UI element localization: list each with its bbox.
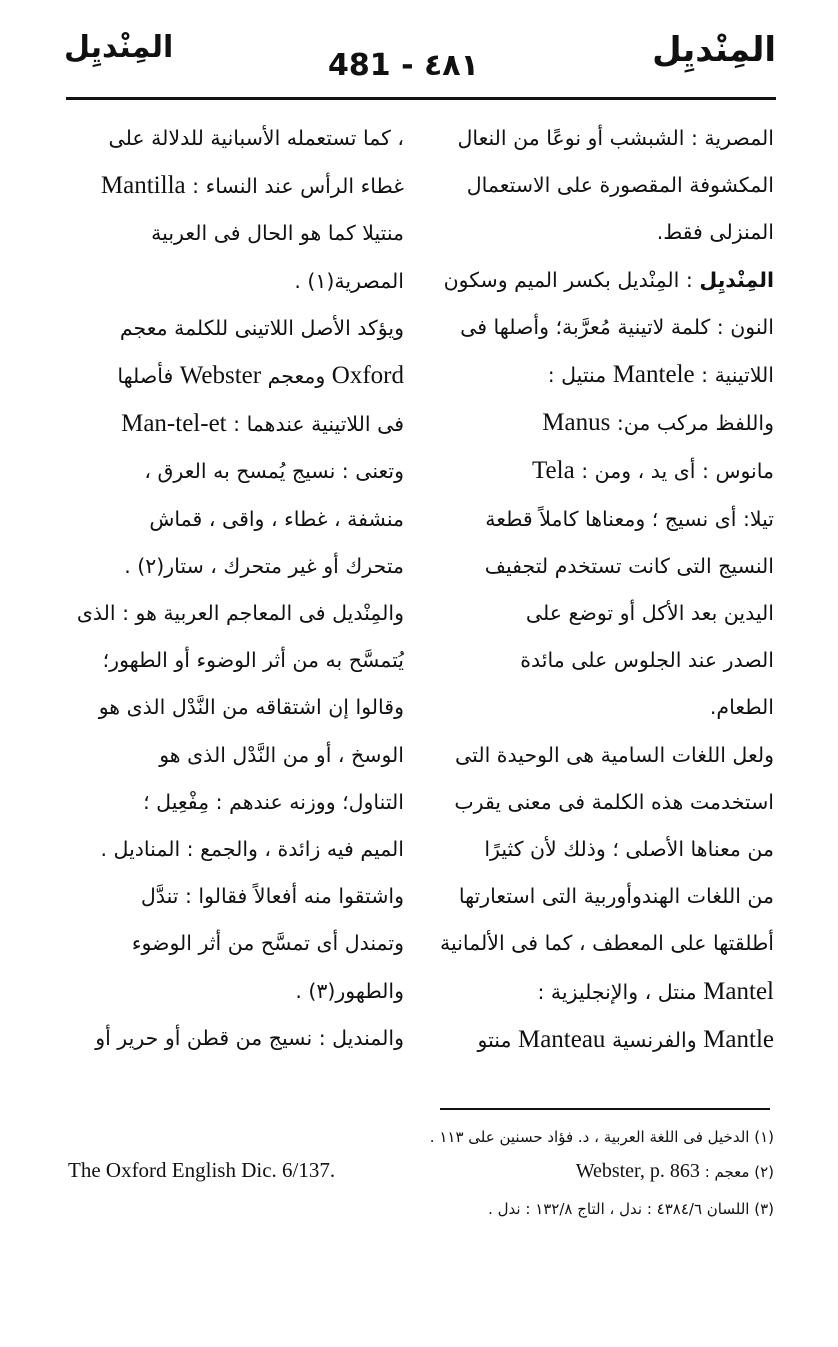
text-line: النسيج التى كانت تستخدم لتجفيف bbox=[484, 553, 774, 578]
text-line: Mantel منتل ، والإنجليزية : bbox=[537, 977, 774, 1005]
text-line: واشتقوا منه أفعالاً فقالوا : تندَّل bbox=[140, 884, 404, 909]
text-line: يُتمسَّح به من أثر الوضوء أو الطهور؛ bbox=[102, 648, 404, 673]
text-line: اليدين بعد الأكل أو توضع على bbox=[525, 601, 774, 626]
text-line: والمنديل : نسيج من قطن أو حرير أو bbox=[95, 1025, 404, 1050]
footnote-rule bbox=[440, 1108, 770, 1110]
text-line: متحرك أو غير متحرك ، ستار(٢) . bbox=[124, 553, 404, 578]
running-headword-right: المِنْديِل bbox=[652, 30, 776, 70]
footnote-3: (٣) اللسان ٤٣٨٤/٦ : ندل ، التاج ١٣٢/٨ : ندل . bbox=[488, 1200, 774, 1218]
text-line: المِنْديِل : المِنْديل بكسر الميم وسكون bbox=[443, 267, 774, 292]
text-line: اللاتينية : Mantele منتيل : bbox=[547, 361, 774, 389]
page-number: 481 - ٤٨١ bbox=[328, 48, 479, 83]
text-line: المنزلى فقط. bbox=[656, 220, 774, 245]
text-line: Mantle والفرنسية Manteau منتو bbox=[477, 1025, 774, 1053]
text-line: المصرية(١) . bbox=[294, 268, 404, 293]
text-line: غطاء الرأس عند النساء : Mantilla bbox=[100, 172, 404, 200]
text-line: وتمندل أى تمسَّح من أثر الوضوء bbox=[131, 931, 404, 956]
text-line: واللفظ مركب من: Manus bbox=[542, 409, 774, 437]
text-line: الوسخ ، أو من النَّدْل الذى هو bbox=[159, 742, 404, 767]
text-line: والطهور(٣) . bbox=[295, 978, 404, 1003]
text-line: المصرية : الشبشب أو نوعًا من النعال bbox=[457, 126, 774, 150]
text-line: الميم فيه زائدة ، والجمع : المناديل . bbox=[100, 837, 404, 862]
footnote-1: (١) الدخيل فى اللغة العربية ، د. فؤاد حسنين على ١١٣ . bbox=[429, 1128, 774, 1146]
text-line: منشفة ، غطاء ، واقى ، قماش bbox=[149, 506, 404, 531]
text-line: والمِنْديل فى المعاجم العربية هو : الذى bbox=[76, 601, 404, 626]
text-line: منتيلا كما هو الحال فى العربية bbox=[151, 221, 404, 246]
text-line: فى اللاتينية عندهما : Man-tel-et bbox=[121, 410, 404, 438]
text-line: وقالوا إن اشتقاقه من النَّدْل الذى هو bbox=[98, 695, 404, 720]
text-line: مانوس : أى يد ، ومن : Tela bbox=[532, 457, 774, 485]
text-line: التناول؛ ووزنه عندهم : مِفْعِيل ؛ bbox=[143, 789, 404, 814]
text-column-left bbox=[66, 115, 404, 1062]
text-line: من معناها الأصلى ؛ وذلك لأن كثيرًا bbox=[484, 837, 774, 862]
text-line: الطعام. bbox=[709, 695, 774, 720]
running-headword-left: المِنْديِل bbox=[64, 30, 174, 65]
text-line: ويؤكد الأصل اللاتينى للكلمة معجم bbox=[119, 315, 404, 340]
text-line: أطلقتها على المعطف ، كما فى الألمانية bbox=[440, 931, 774, 956]
text-line: النون : كلمة لاتينية مُعرَّبة؛ وأصلها فى bbox=[460, 314, 774, 339]
text-line: تيلا: أى نسيج ؛ ومعناها كاملاً قطعة bbox=[485, 506, 774, 531]
text-column-right bbox=[436, 115, 774, 1064]
text-line: المكشوفة المقصورة على الاستعمال bbox=[466, 173, 774, 198]
text-line: وتعنى : نسيج يُمسح به العرق ، bbox=[144, 459, 404, 484]
entry-headword: المِنْديِل bbox=[699, 267, 774, 292]
text-line: الصدر عند الجلوس على مائدة bbox=[520, 648, 774, 673]
footnote-2-english-reference: The Oxford English Dic. 6/137. bbox=[68, 1158, 336, 1182]
footnote-2: (٢) معجم : Webster, p. 863 bbox=[575, 1160, 774, 1182]
header-rule bbox=[66, 97, 776, 100]
text-line: ، كما تستعمله الأسبانية للدلالة على bbox=[108, 126, 404, 150]
text-line: استخدمت هذه الكلمة فى معنى يقرب bbox=[454, 789, 774, 814]
text-line: من اللغات الهندوأوربية التى استعارتها bbox=[458, 884, 774, 909]
text-line: Oxford ومعجم Webster فأصلها bbox=[117, 362, 404, 390]
text-line: ولعل اللغات السامية هى الوحيدة التى bbox=[455, 742, 774, 767]
